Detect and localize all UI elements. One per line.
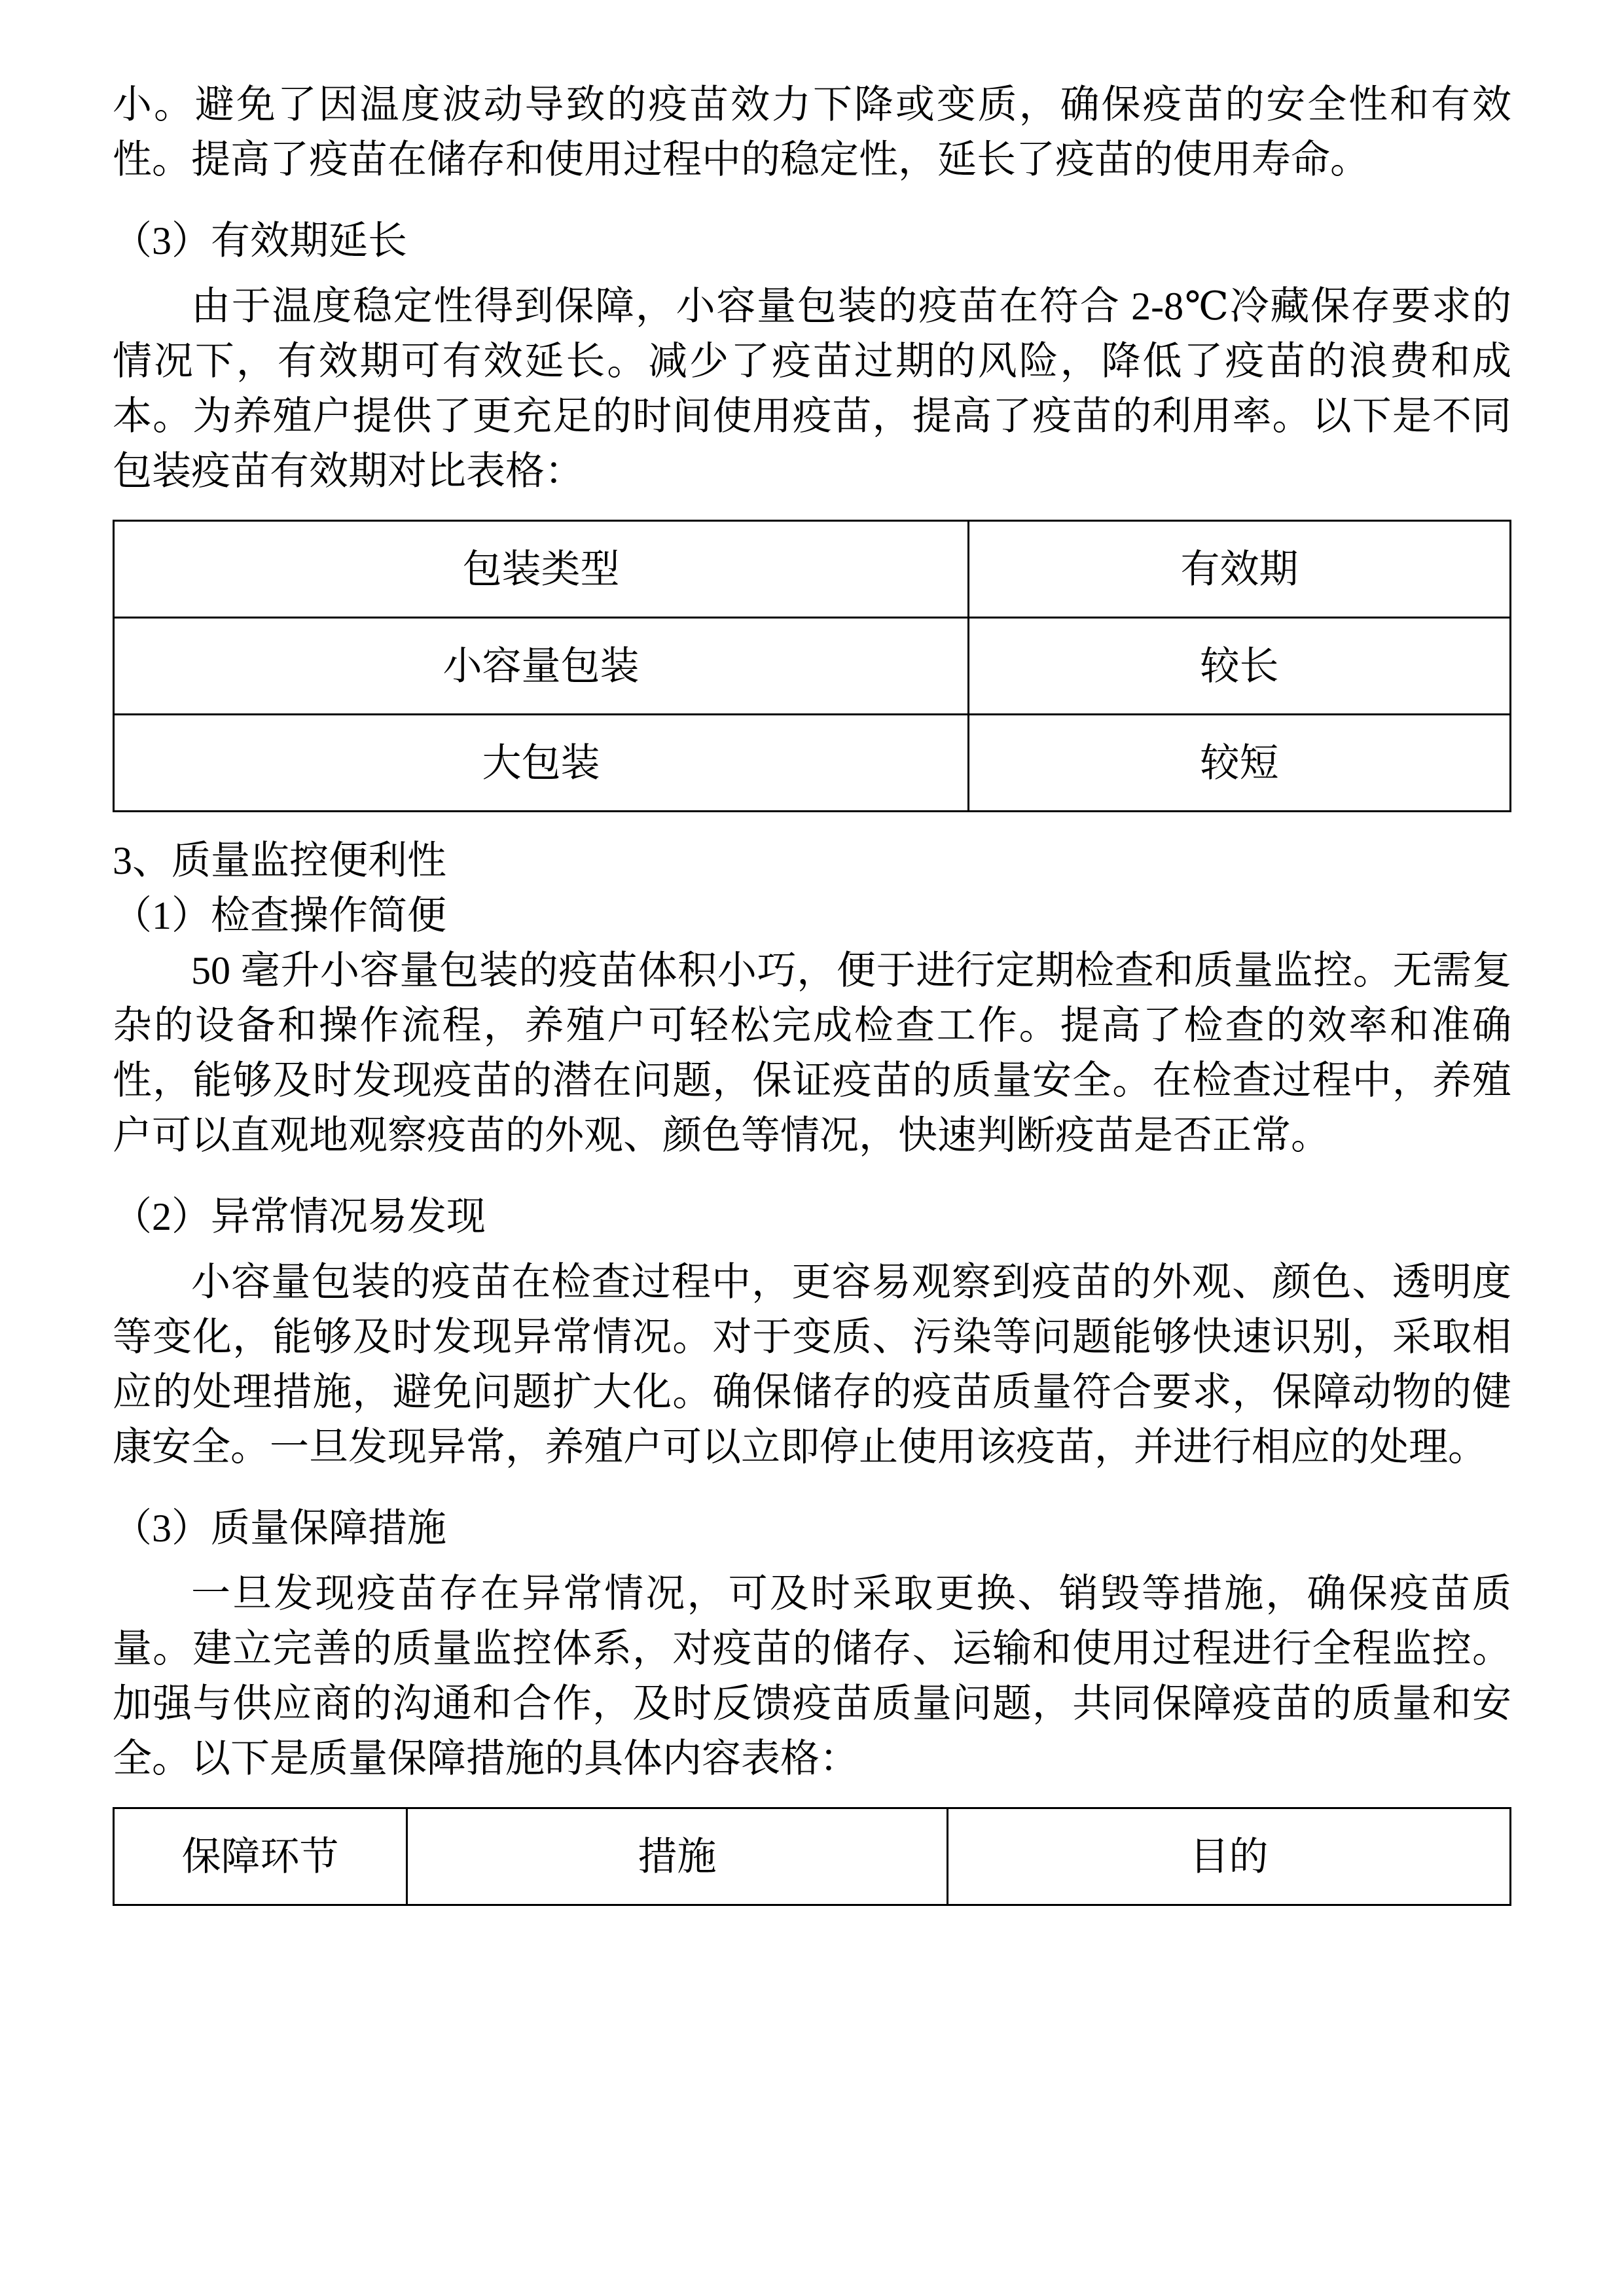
table-header-measures: 措施 [407,1808,948,1905]
table-cell-package-large: 大包装 [114,715,969,812]
table-header-row [114,521,1511,618]
heading-check-operation: （1）检查操作简便 [113,894,446,937]
heading-quality-assurance: （3）质量保障措施 [113,1507,446,1550]
table-cell-package-small: 小容量包装 [114,618,969,715]
validity-comparison-table [113,520,1511,812]
table-cell-validity-short: 较短 [969,715,1511,812]
table-header-assurance-link: 保障环节 [114,1808,407,1905]
table-cell-validity-long: 较长 [969,618,1511,715]
table-header-purpose: 目的 [947,1808,1510,1905]
paragraph-validity-extension: 由于温度稳定性得到保障，小容量包装的疫苗在符合 2-8℃冷藏保存要求的情况下，有效期可有效延长。减少了疫苗过期的风险，降低了疫苗的浪费和成本。为养殖户提供了更充足的时间使用疫苗，提高了疫苗的利用率。以下是不同包装疫苗有效期对比表格： [113,285,1511,493]
quality-assurance-table [113,1807,1511,1906]
table-row [114,715,1511,812]
table-header-package-type: 包装类型 [114,521,969,618]
heading-abnormal-detection: （2）异常情况易发现 [113,1195,486,1238]
table-header-row [114,1808,1511,1905]
table-header-validity-period: 有效期 [969,521,1511,618]
paragraph-quality-assurance: 一旦发现疫苗存在异常情况，可及时采取更换、销毁等措施，确保疫苗质量。建立完善的质量监控体系，对疫苗的储存、运输和使用过程进行全程监控。加强与供应商的沟通和合作，及时反馈疫苗质量问题，共同保障疫苗的质量和安全。以下是质量保障措施的具体内容表格： [113,1572,1511,1780]
heading-validity-extension: （3）有效期延长 [113,219,407,262]
heading-section3-quality-monitoring: 3、质量监控便利性 [113,839,446,882]
paragraph-check-operation: 50 毫升小容量包装的疫苗体积小巧，便于进行定期检查和质量监控。无需复杂的设备和操作流程，养殖户可轻松完成检查工作。提高了检查的效率和准确性，能够及时发现疫苗的潜在问题，保证疫苗的质量安全。在检查过程中，养殖户可以直观地观察疫苗的外观、颜色等情况，快速判断疫苗是否正常。 [113,949,1511,1157]
table-row [114,618,1511,715]
paragraph-continuation: 小。避免了因温度波动导致的疫苗效力下降或变质，确保疫苗的安全性和有效性。提高了疫苗在储存和使用过程中的稳定性，延长了疫苗的使用寿命。 [113,83,1511,181]
paragraph-abnormal-detection: 小容量包装的疫苗在检查过程中，更容易观察到疫苗的外观、颜色、透明度等变化，能够及时发现异常情况。对于变质、污染等问题能够快速识别，采取相应的处理措施，避免问题扩大化。确保储存的疫苗质量符合要求，保障动物的健康安全。一旦发现异常，养殖户可以立即停止使用该疫苗，并进行相应的处理。 [113,1261,1511,1469]
